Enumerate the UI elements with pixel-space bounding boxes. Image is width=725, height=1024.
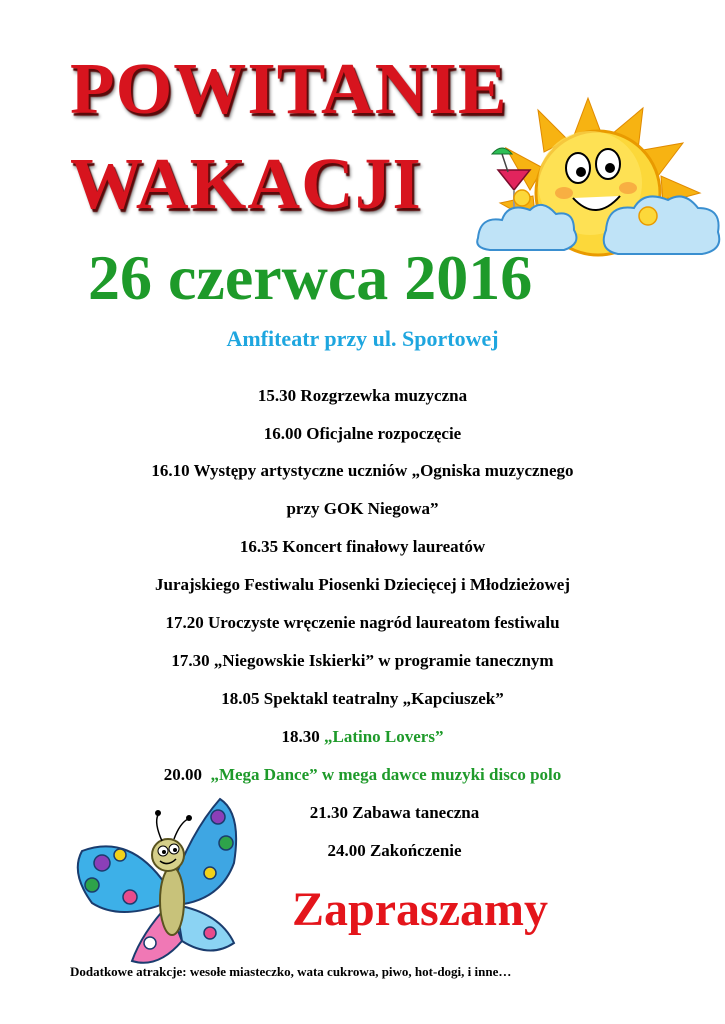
program-line: 17.30 „Niegowskie Iskierki” w programie tanecznym [171,651,554,670]
program-time: 18.30 [281,727,320,746]
event-date: 26 czerwca 2016 [88,242,533,313]
program-line: 16.00 Oficjalne rozpoczęcie [263,424,462,443]
program-line-highlight [0,765,725,785]
program-line-highlight [0,727,725,747]
butterfly-icon [70,793,260,969]
program-line: Jurajskiego Festiwalu Piosenki Dziecięcej i Młodzieżowej [155,575,570,594]
program-highlight: „Mega Dance” w mega dawce muzyki disco polo [210,765,562,784]
program-line: 18.05 Spektakl teatralny „Kapciuszek” [221,689,504,708]
program-line: 16.10 Występy artystyczne uczniów „Ogniska muzycznego [151,461,574,480]
event-venue: Amfiteatr przy ul. Sportowej [226,326,499,351]
program-highlight: „Latino Lovers” [324,727,444,746]
program-line: 24.00 Zakończenie [327,841,462,860]
program-line: 15.30 Rozgrzewka muzyczna [257,386,468,405]
poster-title-line-1: POWITANIE [70,48,508,129]
program-line: 21.30 Zabawa taneczna [309,803,480,822]
invitation-text: Zapraszamy [292,883,548,936]
additional-attractions: Dodatkowe atrakcje: wesołe miasteczko, wata cukrowa, piwo, hot-dogi, i inne… [70,964,512,979]
program-line: 17.20 Uroczyste wręczenie nagród laureatom festiwalu [165,613,560,632]
program-line: przy GOK Niegowa” [286,499,439,518]
poster-title-line-2: WAKACJI [70,143,422,224]
program-line: 16.35 Koncert finałowy laureatów [239,537,486,556]
program-time: 20.00 [163,765,202,784]
